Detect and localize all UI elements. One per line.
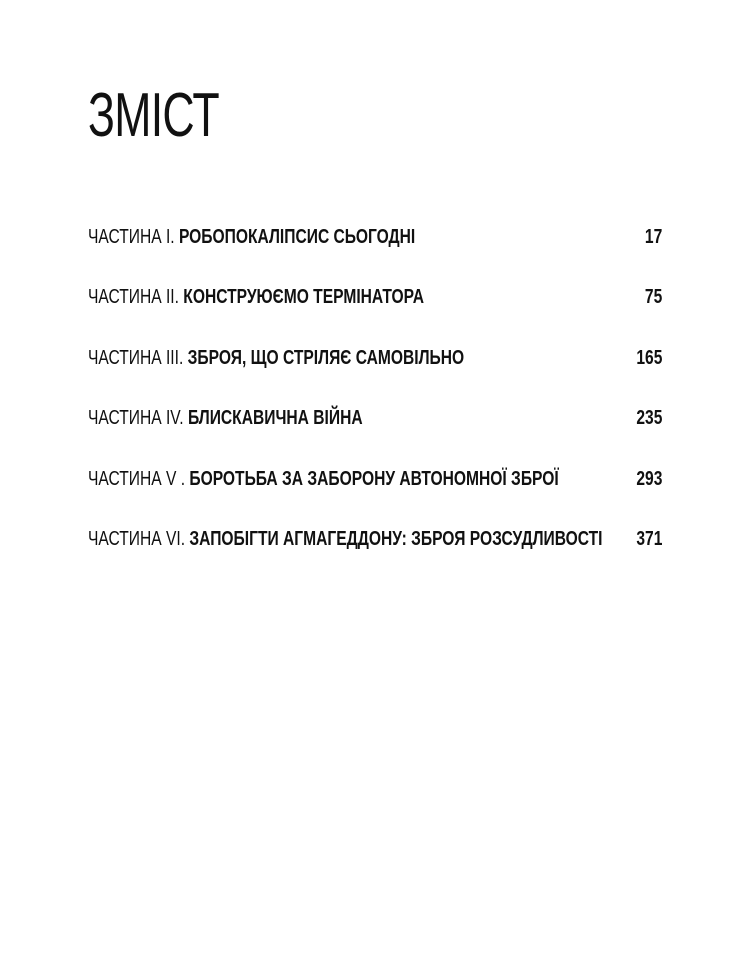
part-title: БОРОТЬБА ЗА ЗАБОРОНУ АВТОНОМНОЇ ЗБРОЇ	[189, 467, 559, 490]
part-title: ЗБРОЯ, ЩО СТРІЛЯЄ САМОВІЛЬНО	[187, 346, 465, 369]
part-title: БЛИСКАВИЧНА ВІЙНА	[187, 407, 363, 430]
toc-entry[interactable]	[88, 224, 662, 284]
entry-text	[88, 466, 559, 492]
part-label: ЧАСТИНА IV.	[88, 407, 184, 430]
toc-entry[interactable]	[88, 466, 662, 526]
part-label: ЧАСТИНА II.	[88, 286, 179, 309]
part-label: ЧАСТИНА V .	[88, 467, 186, 490]
toc-entry[interactable]	[88, 526, 662, 586]
page-title: ЗМІСТ	[88, 81, 219, 150]
entry-text	[88, 224, 415, 250]
page-number: 371	[635, 527, 662, 550]
part-title: РОБОПОКАЛІПСИС СЬОГОДНІ	[178, 226, 416, 248]
part-title: КОНСТРУЮЄМО ТЕРМІНАТОРА	[183, 286, 424, 309]
part-label: ЧАСТИНА VI.	[88, 527, 186, 550]
entry-text	[88, 284, 424, 310]
part-label: ЧАСТИНА III.	[88, 346, 184, 369]
page-number: 293	[635, 467, 662, 490]
entry-text	[88, 526, 602, 552]
page-number: 235	[635, 407, 662, 430]
page-number: 165	[635, 346, 662, 369]
table-of-contents	[88, 224, 662, 586]
page-number: 17	[644, 226, 662, 248]
part-label: ЧАСТИНА I.	[88, 226, 175, 248]
part-title: ЗАПОБІГТИ АГМАГЕДДОНУ: ЗБРОЯ РОЗСУДЛИВОСТІ	[189, 527, 603, 550]
toc-entry[interactable]	[88, 284, 662, 344]
toc-entry[interactable]	[88, 345, 662, 405]
entry-text	[88, 405, 363, 431]
entry-text	[88, 345, 464, 371]
toc-entry[interactable]	[88, 405, 662, 465]
page-number: 75	[644, 286, 662, 309]
